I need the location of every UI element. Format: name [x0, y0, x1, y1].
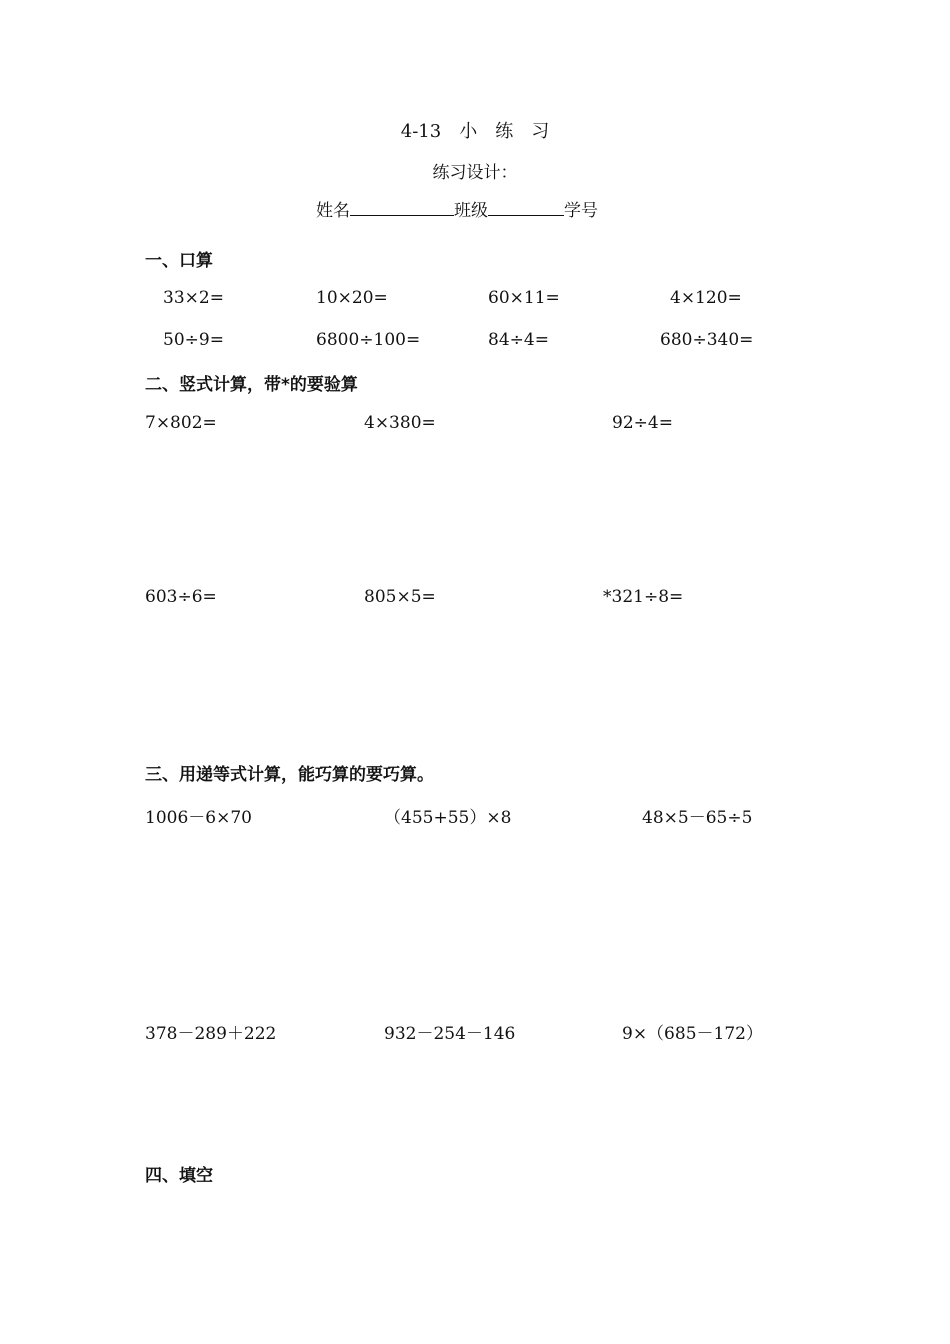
oral-problem: 33×2=: [163, 288, 224, 308]
vertical-problem: 4×380=: [364, 413, 436, 433]
stepwise-problem: 378－289＋222: [145, 1024, 277, 1044]
section-heading-stepwise: 三、用递等式计算，能巧算的要巧算。: [145, 765, 434, 785]
worksheet-title: 4-13 小 练 习: [400, 121, 550, 142]
class-label: 班级: [454, 201, 488, 221]
name-label: 姓名: [316, 201, 350, 221]
oral-problem: 84÷4=: [488, 330, 549, 350]
stepwise-problem: 1006－6×70: [145, 808, 252, 828]
worksheet-subtitle: 练习设计：: [432, 163, 518, 183]
section-heading-fill: 四、填空: [145, 1166, 213, 1186]
stepwise-problem: 48×5－65÷5: [642, 808, 753, 828]
oral-problem: 10×20=: [316, 288, 388, 308]
number-label: 学号: [564, 201, 598, 221]
oral-problem: 50÷9=: [163, 330, 224, 350]
vertical-problem: 7×802=: [145, 413, 217, 433]
stepwise-problem: （455+55）×8: [384, 808, 512, 828]
oral-problem: 4×120=: [670, 288, 742, 308]
vertical-problem: 805×5=: [364, 587, 436, 607]
vertical-problem: *321÷8=: [603, 587, 684, 607]
stepwise-problem: 9×（685－172）: [622, 1024, 763, 1044]
vertical-problem: 92÷4=: [612, 413, 673, 433]
oral-problem: 6800÷100=: [316, 330, 421, 350]
stepwise-problem: 932－254－146: [384, 1024, 516, 1044]
name-blank[interactable]: [350, 197, 454, 216]
section-heading-vertical: 二、竖式计算，带*的要验算: [145, 375, 358, 395]
oral-problem: 680÷340=: [660, 330, 754, 350]
oral-problem: 60×11=: [488, 288, 560, 308]
class-blank[interactable]: [488, 197, 564, 216]
vertical-problem: 603÷6=: [145, 587, 217, 607]
student-info-line: [316, 196, 598, 221]
section-heading-oral: 一、口算: [145, 251, 213, 271]
